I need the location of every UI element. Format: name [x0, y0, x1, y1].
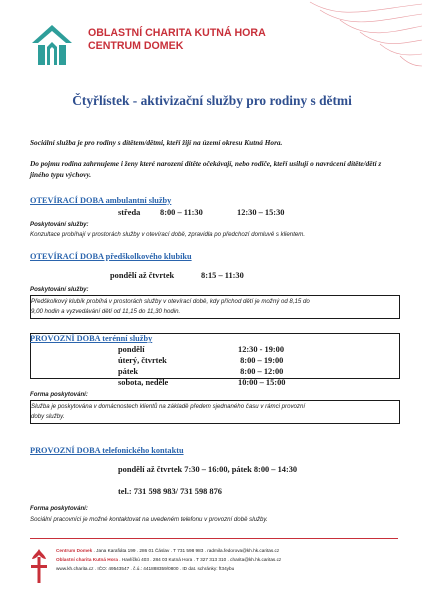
organization-name [88, 27, 266, 53]
s3-day-4: sobota, neděle [118, 378, 169, 387]
s3-time-2: 8:00 – 19:00 [238, 356, 284, 365]
s2-text-line-2: 9,00 hodin a vyzvedávání dětí od 11,15 do 11,30 hodin. [31, 308, 181, 315]
s4-text: Sociální pracovníci je možné kontaktovat na uvedeném telefonu v provozní době služby. [30, 516, 268, 523]
s1-text: Konzultace probíhají v prostorách služby v otevírací době, zpravidla po předchozí domluvě s klientem. [30, 231, 306, 238]
charita-cross-icon [30, 547, 48, 585]
s3-text-box [30, 400, 400, 424]
intro-paragraph-1: Sociální služba je pro rodiny s dítětem/dětmi, kteří žijí na území okresu Kutná Hora. [30, 138, 283, 147]
heading-field-service-hours: PROVOZNÍ DOBA terénní služby [30, 334, 153, 343]
footer-line-3: www.kh.charita.cz . IČO: 49543547 . č.ú.: 441888359/0800 . ID dat. schránky: ft34ybu [56, 566, 235, 571]
s4-phone: tel.: 731 598 983/ 731 598 876 [118, 487, 222, 496]
footer-org-name: Oblastní charita Kutná Hora [56, 557, 118, 562]
footer-org-details: . Havlíčkú 403 . 284 03 Kutná Hora . T 327 313 310 . charita@kh.hk.caritas.cz [118, 557, 282, 562]
s3-time-3: 8:00 – 12:00 [238, 367, 284, 376]
decorative-swoosh-icon [300, 0, 424, 80]
heading-preschool-club-hours: OTEVÍRACÍ DOBA předškolkového klubíku [30, 252, 192, 261]
s1-time-morning: 8:00 – 11:30 [160, 208, 203, 217]
s2-label: Poskytování služby: [30, 286, 89, 293]
heading-phone-contact-hours: PROVOZNÍ DOBA telefonického kontaktu [30, 446, 184, 455]
s2-day: pondělí až čtvrtek [110, 271, 175, 280]
s4-hours: pondělí až čtvrtek 7:30 – 16:00, pátek 8:00 – 14:30 [118, 465, 298, 474]
s3-text-line-2: doby služby. [31, 413, 65, 420]
charita-logo-icon [30, 23, 74, 67]
footer-divider [30, 538, 398, 539]
org-line-2: CENTRUM DOMEK [88, 40, 184, 52]
footer-line-1 [56, 548, 279, 553]
s2-time: 8:15 – 11:30 [201, 271, 244, 280]
s3-time-4: 10:00 – 15:00 [238, 378, 286, 387]
org-line-1: OBLASTNÍ CHARITA KUTNÁ HORA [88, 27, 266, 39]
heading-ambulatory-hours: OTEVÍRACÍ DOBA ambulantní služby [30, 196, 172, 205]
s1-day: středa [118, 208, 141, 217]
s2-text-line-1: Předškolkový klubík probíhá v prostorách služby v otevírací době, kdy příchod dětí je možný od 8,15 do [31, 298, 310, 305]
s1-label: Poskytování služby: [30, 221, 89, 228]
s3-text-line-1: Služba je poskytována v domácnostech klientů na základě předem sjednaného času v rámci provozní [31, 403, 306, 410]
footer-centre-name: Centrum Domek [56, 548, 93, 553]
s1-time-afternoon: 12:30 – 15:30 [237, 208, 285, 217]
s4-label: Forma poskytování: [30, 505, 88, 512]
s3-day-3: pátek [118, 367, 139, 376]
footer-centre-details: . Jana Karafiáta 199 . 286 01 Čáslav . T 731 598 983 . radmila.fedorova@kh.hk.caritas.cz [92, 548, 280, 553]
s3-label: Forma poskytování: [30, 391, 88, 398]
s3-day-2: úterý, čtvrtek [118, 356, 167, 365]
intro-paragraph-2: Do pojmu rodina zahrnujeme i ženy které narození dítěte očekávají, nebo rodiče, kteří usilují o navrácení dítěte/dětí z jiného typu výchovy. [30, 159, 382, 179]
page-title: Čtyřlístek - aktivizační služby pro rodiny s dětmi [72, 93, 352, 108]
s3-day-1: pondělí [118, 345, 145, 354]
s2-text-box [30, 295, 400, 319]
s3-time-1: 12:30 - 19:00 [238, 345, 285, 354]
footer-line-2 [56, 557, 281, 562]
